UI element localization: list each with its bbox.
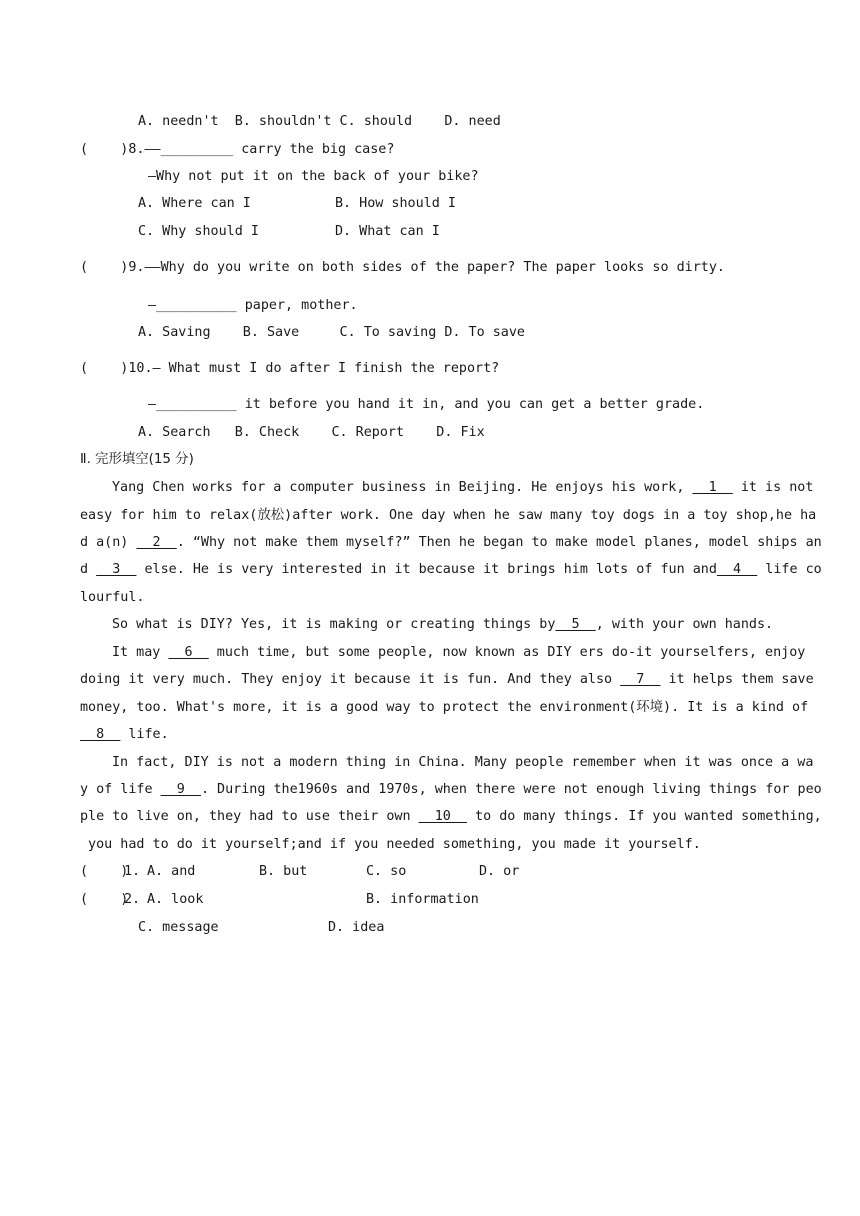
passage-line: you had to do it yourself;and if you needed something, you made it yourself. bbox=[80, 837, 701, 852]
passage-line: money, too. What's more, it is a good way to protect the environment(环境). It is a kind of bbox=[80, 700, 809, 715]
q9-stem: ( )9.——Why do you write on both sides of the paper? The paper looks so dirty. bbox=[80, 260, 725, 275]
q9-answer-paren[interactable]: ( ) bbox=[80, 260, 129, 275]
passage-line: Yang Chen works for a computer business in Beijing. He enjoys his work, 1 it is not bbox=[112, 480, 814, 495]
cloze-q1-option-c: C. so bbox=[366, 864, 407, 879]
q10-answer-paren[interactable]: ( ) bbox=[80, 361, 129, 376]
q8-option-a: A. Where can I bbox=[138, 196, 251, 211]
q10-stem: ( )10.— What must I do after I finish the report? bbox=[80, 361, 500, 376]
q10-blank: __________ bbox=[156, 397, 237, 412]
blank-9: 9 bbox=[160, 782, 201, 797]
cloze-q1-option-b: B. but bbox=[259, 864, 308, 879]
blank-10: 10 bbox=[418, 809, 467, 824]
q8-answer-paren[interactable]: ( ) bbox=[80, 142, 129, 157]
blank-4: 4 bbox=[716, 562, 758, 577]
blank-8: 8 bbox=[80, 727, 121, 742]
blank-2: 2 bbox=[136, 535, 177, 550]
q8-option-b: B. How should I bbox=[335, 196, 456, 211]
q8-blank: _________ bbox=[160, 142, 234, 157]
q9-blank: __________ bbox=[156, 298, 237, 313]
q8-stem: ( )8.——_________ carry the big case? bbox=[80, 142, 395, 157]
blank-1: 1 bbox=[692, 480, 733, 495]
q8-option-d: D. What can I bbox=[335, 224, 440, 239]
q10-options: A. Search B. Check C. Report D. Fix bbox=[138, 425, 485, 440]
passage-line: In fact, DIY is not a modern thing in China. Many people remember when it was once a wa bbox=[112, 755, 814, 770]
passage-line: So what is DIY? Yes, it is making or creating things by 5 , with your own hands. bbox=[112, 617, 774, 632]
passage-line: d 3 else. He is very interested in it because it brings him lots of fun and 4 life co bbox=[80, 562, 822, 577]
blank-5: 5 bbox=[555, 617, 596, 632]
cloze-q1-option-a: A. and bbox=[147, 864, 196, 879]
q8-option-c: C. Why should I bbox=[138, 224, 259, 239]
q8-reply: —Why not put it on the back of your bike? bbox=[148, 169, 479, 184]
passage-line: It may 6 much time, but some people, now known as DIY ers do-it yourselfers, enjoy bbox=[112, 645, 806, 660]
cloze-q1-number: 1. bbox=[124, 864, 141, 879]
q9-options: A. Saving B. Save C. To saving D. To save bbox=[138, 325, 525, 340]
blank-3: 3 bbox=[96, 562, 137, 577]
cloze-q1-paren[interactable]: ( ) bbox=[80, 864, 129, 879]
cloze-q2-option-b: B. information bbox=[366, 892, 479, 907]
cloze-q1-option-d: D. or bbox=[479, 864, 520, 879]
q10-reply: —__________ it before you hand it in, and you can get a better grade. bbox=[148, 397, 705, 412]
cloze-q2-option-d: D. idea bbox=[328, 920, 385, 935]
cloze-q2-option-a: A. look bbox=[147, 892, 204, 907]
passage-line: easy for him to relax(放松)after work. One day when he saw many toy dogs in a toy shop,he ha bbox=[80, 508, 817, 523]
cloze-q2-option-c: C. message bbox=[138, 920, 219, 935]
cloze-q2-number: 2. bbox=[124, 892, 141, 907]
passage-line: 8 life. bbox=[80, 727, 169, 742]
blank-7: 7 bbox=[620, 672, 661, 687]
passage-line: ple to live on, they had to use their own 10 to do many things. If you wanted something, bbox=[80, 809, 822, 824]
section-heading: Ⅱ. 完形填空(15 分) bbox=[80, 452, 194, 467]
q7-options: A. needn't B. shouldn't C. should D. need bbox=[138, 114, 501, 129]
blank-6: 6 bbox=[168, 645, 209, 660]
passage-line: d a(n) 2 . “Why not make them myself?” Then he began to make model planes, model ships an bbox=[80, 535, 822, 550]
passage-line: doing it very much. They enjoy it because it is fun. And they also 7 it helps them save bbox=[80, 672, 814, 687]
passage-line: y of life 9 . During the1960s and 1970s, when there were not enough living things for peo bbox=[80, 782, 822, 797]
q9-reply: —__________ paper, mother. bbox=[148, 298, 358, 313]
cloze-q2-paren[interactable]: ( ) bbox=[80, 892, 129, 907]
passage-line: lourful. bbox=[80, 590, 145, 605]
